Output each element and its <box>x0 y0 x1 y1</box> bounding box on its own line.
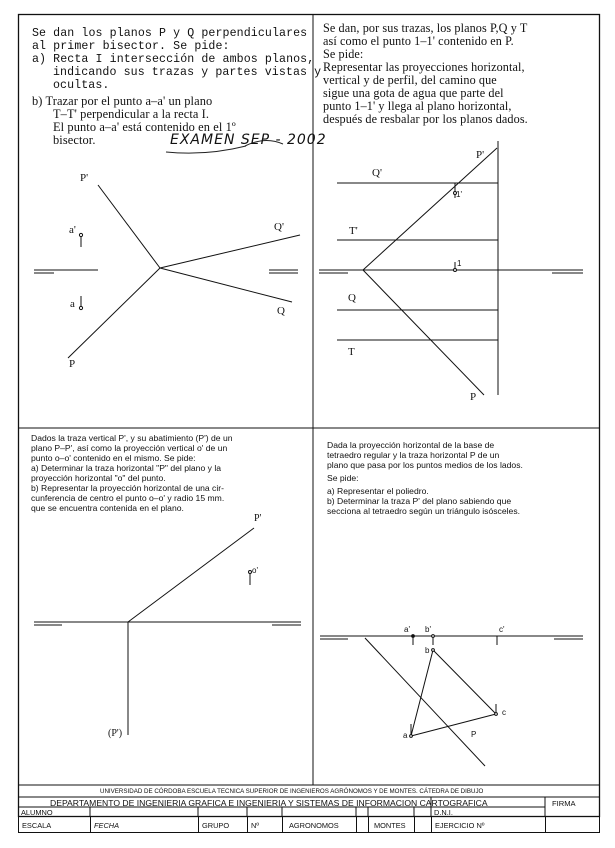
q2-label-t-prime: T' <box>349 225 358 237</box>
grupo-label: GRUPO <box>202 821 230 830</box>
q3-label-o-prime: o' <box>252 566 258 575</box>
q4-drawing <box>320 635 583 766</box>
q1-line: al primer bisector. Se pide: <box>32 40 230 53</box>
dni-label: D.N.I. <box>434 808 453 817</box>
q2-label-one-prime: 1' <box>456 190 462 199</box>
q1-label-a-prime: a' <box>69 224 76 236</box>
q2-line: sigue una gota de agua que parte del <box>323 86 504 100</box>
q4-label-a: a <box>403 731 408 740</box>
q2-line: Representar las proyecciones horizontal, <box>323 60 525 74</box>
q2-label-one: 1 <box>457 259 462 268</box>
q3-line: a) Determinar la traza horizontal "P" del plano y la <box>31 463 222 473</box>
q4-label-b: b <box>425 646 430 655</box>
q3-line: que se encuentra contenida en el plano. <box>31 503 184 513</box>
q2-label-p: P <box>470 391 477 403</box>
q1-label-p: P <box>69 358 76 370</box>
q4-line: a) Representar el poliedro. <box>327 486 429 496</box>
q4-label-c: c <box>502 708 506 717</box>
exam-date-handwritten: EXAMEN SEP - 2002 <box>170 132 327 148</box>
fecha-label: FECHA <box>94 821 120 830</box>
q3-line: Dados la traza vertical P', y su abatimiento (P') de un <box>31 433 233 443</box>
q2-line: después de resbalar por los planos dados. <box>323 112 528 126</box>
q3-line: punto o–o' contenido en el mismo. Se pide: <box>31 453 196 463</box>
q2-drawing <box>319 141 583 395</box>
q3-drawing <box>34 528 301 735</box>
q3-label-p-abatido: (P') <box>108 728 123 739</box>
q2-line: así como el punto 1–1' contenido en P. <box>323 34 514 48</box>
q1-line: bisector. <box>53 133 96 147</box>
q4-label-a-prime: a' <box>404 625 410 634</box>
q4-line: Dada la proyección horizontal de la base de <box>327 440 495 450</box>
q3-line: cunferencia de centro el punto o–o' y radio 15 mm. <box>31 493 225 503</box>
q1-label-q: Q <box>277 305 285 317</box>
q3-line: b) Representar la proyección horizontal de una cir- <box>31 483 224 493</box>
q1-line: T–T' perpendicular a la recta I. <box>53 107 210 121</box>
q1-line: Se dan los planos P y Q perpendiculares <box>32 27 308 40</box>
alumno-label: ALUMNO <box>21 808 53 817</box>
title-block-bottom-row <box>18 816 600 833</box>
q2-line: Se dan, por sus trazas, los planos P,Q y T <box>323 21 528 35</box>
ejercicio-label: EJERCICIO Nº <box>435 821 485 830</box>
q4-label-p: P <box>471 730 477 739</box>
university-line: UNIVERSIDAD DE CÓRDOBA ESCUELA TECNICA SUPERIOR DE INGENIEROS AGRÓNOMOS Y DE MONTES. CÁTEDRA DE DIBUJO <box>100 788 484 795</box>
q1-line: El punto a–a' está contenido en el 1º <box>53 120 236 134</box>
q2-line: punto 1–1' y llega al plano horizontal, <box>323 99 512 113</box>
agronomos-label: AGRONOMOS <box>289 821 339 830</box>
q1-line: b) Trazar por el punto a–a' un plano <box>32 94 213 108</box>
montes-label: MONTES <box>374 821 406 830</box>
q4-line: plano que pasa por los puntos medios de los lados. <box>327 460 523 470</box>
q4-line: Se pide: <box>327 473 359 483</box>
q1-line: ocultas. <box>53 79 110 92</box>
q1-label-p-prime: P' <box>80 172 89 184</box>
firma-label: FIRMA <box>552 799 576 808</box>
department-line: DEPARTAMENTO DE INGENIERIA GRAFICA E INGENIERIA Y SISTEMAS DE INFORMACION CARTOGRAFICA <box>50 798 488 808</box>
q4-line: b) Determinar la traza P' del plano sabiendo que <box>327 496 512 506</box>
q4-line: secciona al tetraedro según un triángulo isósceles. <box>327 506 520 516</box>
q1-line: indicando sus trazas y partes vistas y <box>53 66 322 79</box>
q4-label-c-prime: c' <box>499 625 505 634</box>
q3-line: proyección horizontal "o" del punto. <box>31 473 166 483</box>
q2-label-q: Q <box>348 292 356 304</box>
q1-label-a: a <box>70 298 75 310</box>
q2-label-p-prime: P' <box>476 149 485 161</box>
numero-label: Nº <box>251 821 260 830</box>
escala-label: ESCALA <box>22 821 52 830</box>
q3-line: plano P–P', así como la proyección vertical o' de un <box>31 443 228 453</box>
q2-label-q-prime: Q' <box>372 167 382 179</box>
q2-label-t: T <box>348 346 355 358</box>
q2-line: Se pide: <box>323 47 364 61</box>
q4-label-b-prime: b' <box>425 625 431 634</box>
q1-line: a) Recta I intersección de ambos planos, <box>32 53 315 66</box>
q2-line: vertical y de perfil, del camino que <box>323 73 497 87</box>
q4-line: tetraedro regular y la traza horizontal P de un <box>327 450 500 460</box>
q1-drawing <box>34 185 300 358</box>
q3-label-p-prime: P' <box>254 513 262 524</box>
q1-label-q-prime: Q' <box>274 221 284 233</box>
